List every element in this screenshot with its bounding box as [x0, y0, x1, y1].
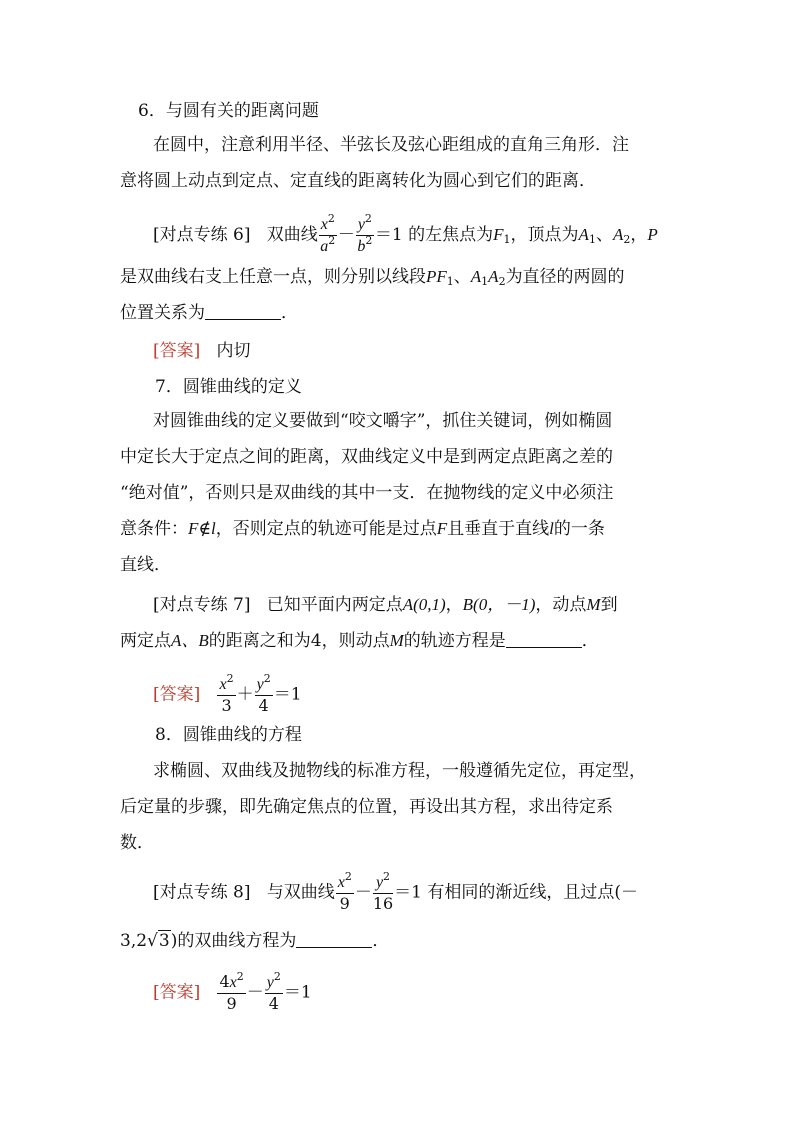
exercise-text: ＝1 的左焦点为 — [374, 225, 494, 245]
fraction-x2-9: $\frac{x^2}{9}$ — [337, 870, 352, 913]
section-6-paragraph-line: 在圆中，注意利用半径、半弦长及弦心距组成的直角三角形．注 — [153, 135, 629, 155]
section-7-paragraph-line: 意条件：F∉l，否则定点的轨迹可能是过点F且垂直于直线l的一条 — [120, 519, 605, 539]
exercise-7-line1: [对点专练 7] 已知平面内两定点A(0,1)，B(0，－1)，动点M到 — [153, 595, 618, 615]
exercise-8-line2: 3,2√3)的双曲线方程为 ． — [120, 931, 390, 951]
exercise-6-label: [对点专练 6] — [153, 225, 251, 245]
fraction-y2-b2: $\frac{y^2}{b^2}$ — [357, 212, 373, 255]
exercise-7-label: [对点专练 7] — [153, 595, 251, 615]
exercise-7-line2: 两定点A、B的距离之和为4，则动点M的轨迹方程是 ． — [120, 631, 599, 651]
section-8-heading: 8．圆锥曲线的方程 — [155, 725, 302, 745]
exercise-text: ，顶点为 — [510, 225, 579, 245]
exercise-6-line1: [对点专练 6] 双曲线 $\frac{x^2}{a^2}$ － $\frac{y^2}{b^2}$ ＝1 的左焦点为$F_1$，顶点为$A_1$、$A_2$，P — [153, 212, 658, 255]
answer-label: [答案] — [153, 684, 201, 705]
section-7-paragraph-line: 对圆锥曲线的定义要做到“咬文嚼字”，抓住关键词，例如椭圆 — [153, 411, 613, 431]
fraction-4x2-9: $\frac{4x^2}{9}$ — [219, 970, 244, 1013]
section-6-paragraph-line: 意将圆上动点到定点、定直线的距离转化为圆心到它们的距离． — [120, 171, 596, 191]
section-6-heading: 6．与圆有关的距离问题 — [138, 101, 319, 121]
section-8-paragraph-line: 求椭圆、双曲线及抛物线的标准方程，一般遵循先定位，再定型， — [153, 761, 646, 781]
section-7-paragraph-line: 直线． — [120, 555, 171, 575]
section-8-paragraph-line: 数． — [120, 833, 154, 853]
section-8-paragraph-line: 后定量的步骤，即先确定焦点的位置，再设出其方程，求出待定系 — [120, 797, 613, 817]
section-7-heading: 7．圆锥曲线的定义 — [155, 377, 302, 397]
answer-label: [答案] — [153, 341, 201, 361]
fraction-y2-4: $\frac{y^2}{4}$ — [256, 672, 271, 715]
exercise-8-label: [对点专练 8] — [153, 882, 251, 903]
exercise-text: ， — [630, 225, 648, 245]
minus: － — [337, 225, 355, 245]
exercise-8-line1: [对点专练 8] 与双曲线 $\frac{x^2}{9}$ － $\frac{y^2}{16}$ ＝1 有相同的渐近线，且过点(－ — [153, 870, 639, 913]
answer-blank — [296, 931, 372, 948]
exercise-6-line3: 位置关系为 ． — [120, 303, 298, 323]
fraction-x2-3: $\frac{x^2}{3}$ — [219, 672, 234, 715]
fraction-y2-4: $\frac{y^2}{4}$ — [266, 970, 281, 1013]
answer-blank — [506, 631, 582, 648]
answer-label: [答案] — [153, 982, 201, 1003]
section-7-paragraph-line: “绝对值”，否则只是双曲线的其中一支．在抛物线的定义中必须注 — [120, 483, 614, 503]
exercise-text: 双曲线 — [266, 225, 318, 245]
section-7-paragraph-line: 中定长大于定点之间的距离，双曲线定义中是到两定点距离之差的 — [120, 447, 613, 467]
answer-value: 内切 — [216, 341, 251, 361]
answer-8: [答案] $\frac{4x^2}{9}$ － $\frac{y^2}{4}$ ＝1 — [153, 970, 312, 1013]
exercise-6-line2: 是双曲线右支上任意一点，则分别以线段$PF_1$、$A_1A_2$为直径的两圆的 — [120, 267, 625, 288]
answer-6 — [153, 340, 250, 362]
answer-blank — [205, 303, 281, 320]
answer-7: [答案] $\frac{x^2}{3}$ ＋ $\frac{y^2}{4}$ ＝1 — [153, 672, 302, 715]
fraction-x2-a2: $\frac{x^2}{a^2}$ — [320, 212, 336, 255]
fraction-y2-16: $\frac{y^2}{16}$ — [372, 870, 394, 913]
